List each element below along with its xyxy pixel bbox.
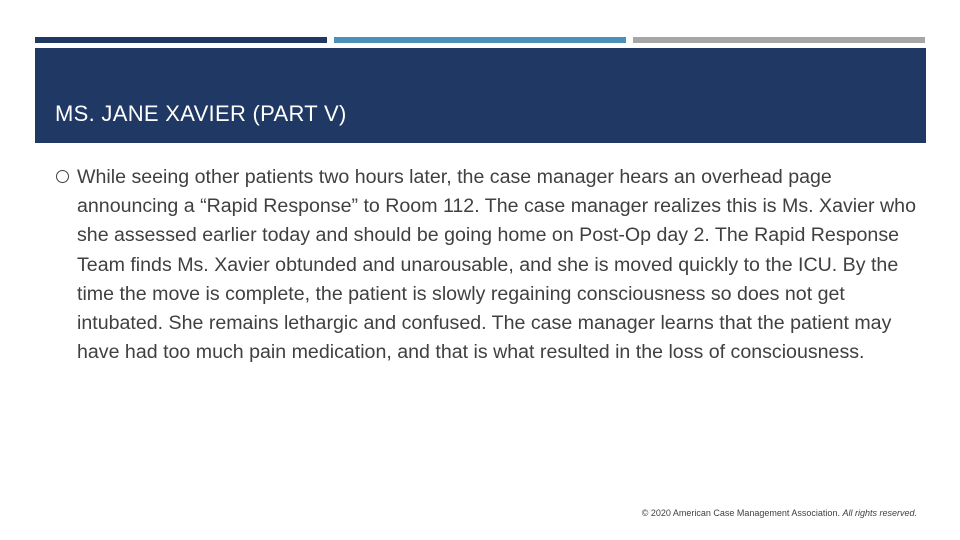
slide-content xyxy=(56,163,926,367)
bullet-text: While seeing other patients two hours later, the case manager hears an overhead page announcing a “Rapid Response” to Room 112. The case manager realizes this is Ms. Xavier who she assessed earlier today and should be going home on Post-Op day 2. The Rapid Response Team finds Ms. Xavier obtunded and unarousable, and she is moved quickly to the ICU. By the time the move is complete, the patient is slowly regaining consciousness so does not get intubated. She remains lethargic and confused. The case manager learns that the patient may have had too much pain medication, and that is what resulted in the loss of consciousness. xyxy=(77,166,916,364)
accent-bar-gray xyxy=(633,37,925,43)
footer-copyright: © 2020 American Case Management Association. xyxy=(641,508,840,518)
bullet-item xyxy=(56,163,926,367)
slide-footer xyxy=(642,508,917,518)
slide-title: MS. JANE XAVIER (PART V) xyxy=(55,101,347,126)
accent-bar-dark-blue xyxy=(35,37,327,43)
footer-rights: All rights reserved. xyxy=(842,508,917,518)
accent-bar-light-blue xyxy=(334,37,626,43)
hollow-circle-bullet-icon xyxy=(56,170,69,183)
title-band xyxy=(35,48,926,143)
